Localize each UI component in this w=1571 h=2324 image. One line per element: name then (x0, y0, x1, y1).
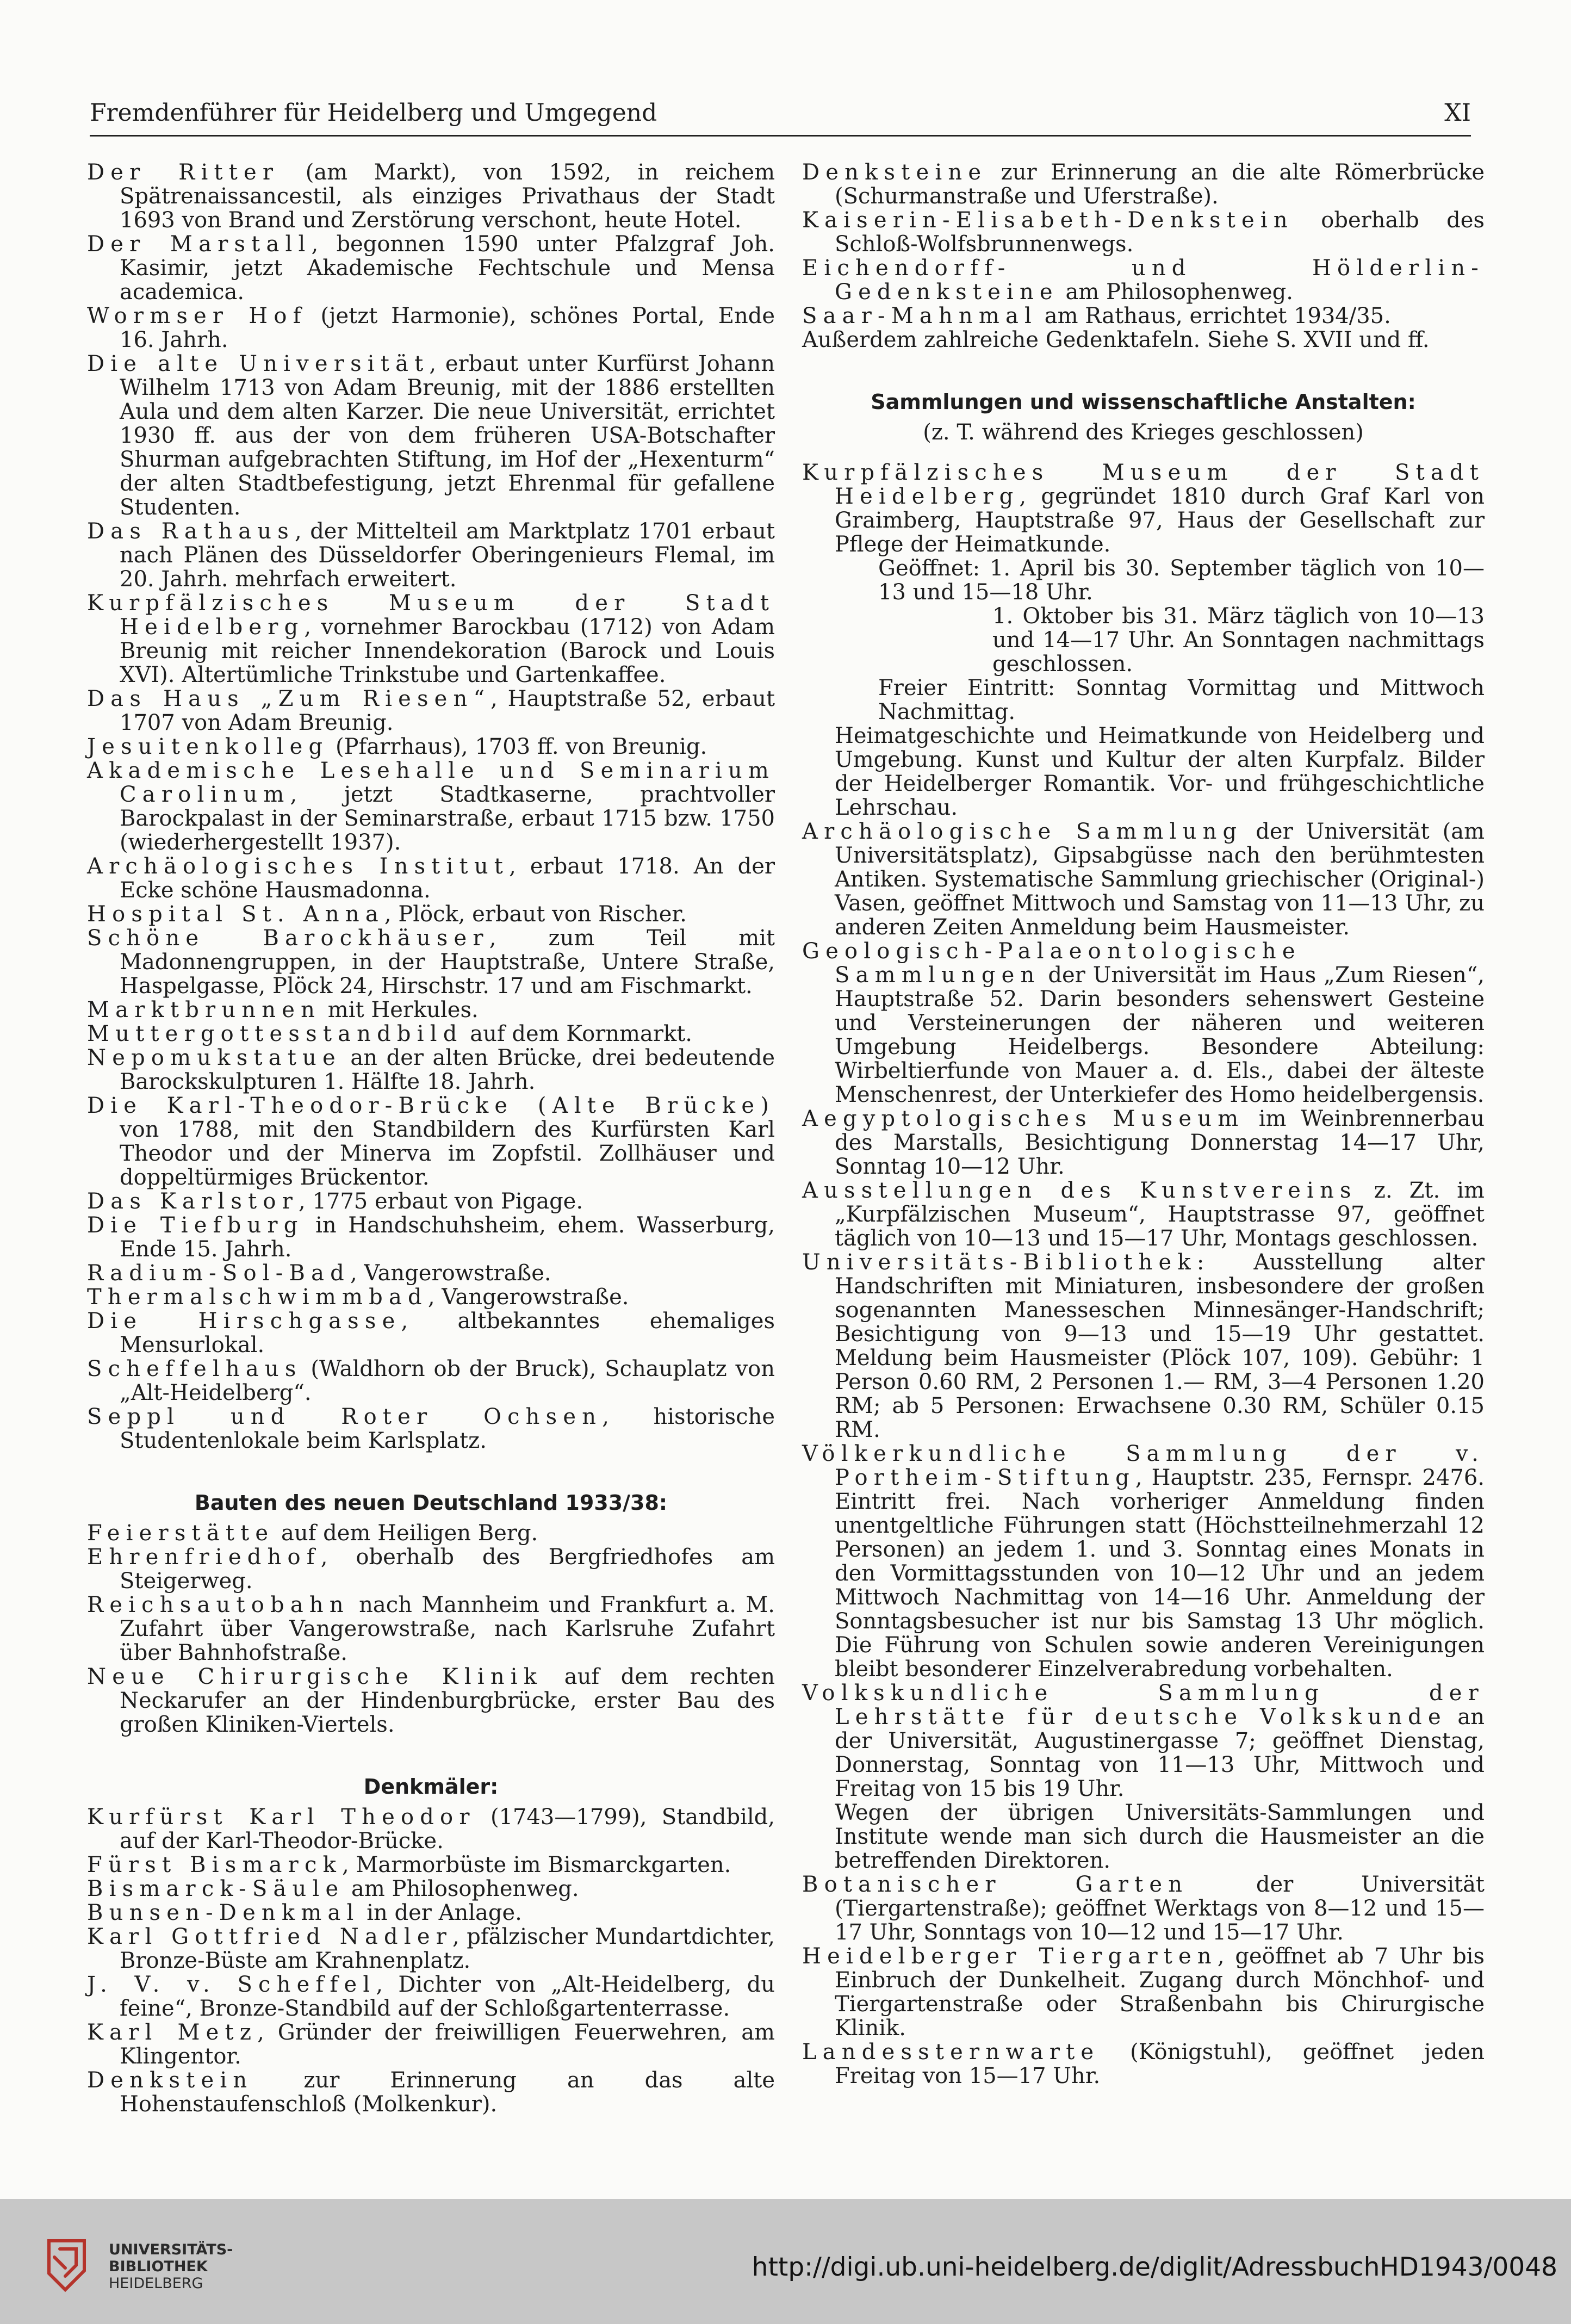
right-top-list (802, 160, 1485, 352)
list-item: Außerdem zahlreiche Gedenktafeln. Siehe S. XVII und ff. (802, 327, 1430, 352)
list-item: Nepomukstatue an der alten Brücke, drei bedeutende Barockskulpturen 1. Hälfte 18. Jahrh. (87, 1045, 775, 1094)
list-item: Volkskundliche Sammlung der Lehrstätte für deutsche Volkskunde an der Universität, Augustinergasse 7; geöffnet Dienstag, Donnerstag, Sonntag von 11—13 Uhr, Mittwoch und Freitag von 15 bis 19 Uhr. (802, 1681, 1485, 1801)
list-item: Heidelberger Tiergarten, geöffnet ab 7 Uhr bis Einbruch der Dunkelheit. Zugang durch Mönchhof- und Tiergartenstraße oder Straßenbahn bis Chirurgische Klinik. (802, 1944, 1485, 2041)
list-item: Die alte Universität, erbaut unter Kurfürst Johann Wilhelm 1713 von Adam Breunig, mit der 1886 erstellten Aula und dem alten Karzer. Die neue Universität, errichtet 1930 ff. aus der von dem früheren USA-Botschafter Shurman aufgebrachten Stiftung, im Hof der „Hexenturm“ der alten Stadtbefestigung, jetzt Ehrenmal für gefallene Studenten. (87, 351, 775, 520)
list-item: Jesuitenkolleg (Pfarrhaus), 1703 ff. von Breunig. (87, 734, 707, 759)
list-item: Das Karlstor, 1775 erbaut von Pigage. (87, 1189, 583, 1214)
list-item: Die Hirschgasse, altbekanntes ehemaliges Mensurlokal. (87, 1309, 775, 1358)
library-name-line1: UNIVERSITÄTS- (109, 2241, 233, 2258)
list-item: Muttergottesstandbild auf dem Kornmarkt. (87, 1021, 692, 1046)
list-item: Kaiserin-Elisabeth-Denkstein oberhalb des Schloß-Wolfsbrunnenwegs. (802, 208, 1485, 257)
running-head (90, 91, 1471, 137)
denkmaeler-list (87, 1805, 775, 2116)
list-item: Wegen der übrigen Universitäts-Sammlungen und Institute wende man sich durch die Hausmeister an die betreffenden Direktoren. (835, 1800, 1485, 1873)
list-item: Neue Chirurgische Klinik auf dem rechten Neckarufer an der Hindenburgbrücke, erster Bau des großen Kliniken-Viertels. (87, 1664, 775, 1737)
list-item: Scheffelhaus (Waldhorn ob der Bruck), Schauplatz von „Alt-Heidelberg“. (87, 1356, 775, 1405)
section-heading-bauten: Bauten des neuen Deutschland 1933/38: (194, 1491, 668, 1515)
list-item: Bunsen-Denkmal in der Anlage. (87, 1900, 522, 1925)
list-item: Ehrenfriedhof, oberhalb des Bergfriedhofes am Steigerweg. (87, 1545, 775, 1594)
museum-entry (802, 461, 1485, 820)
museum-title: Kurpfälzisches Museum der Stadt Heidelberg, gegründet 1810 durch Graf Karl von Graimberg, Hauptstraße 97, Haus der Gesellschaft zur Pflege der Heimatkunde. (802, 460, 1485, 557)
list-item: Radium-Sol-Bad, Vangerowstraße. (87, 1261, 551, 1286)
library-name (109, 2241, 233, 2292)
footer-bar (0, 2199, 1571, 2324)
section-heading-sammlungen: Sammlungen und wissenschaftliche Anstalten: (871, 390, 1416, 414)
museum-hours-winter: 1. Oktober bis 31. März täglich von 10—13 und 14—17 Uhr. An Sonntagen nachmittags geschlossen. (992, 604, 1485, 677)
list-item: Saar-Mahnmal am Rathaus, errichtet 1934/35. (802, 303, 1391, 329)
source-url-link[interactable]: http://digi.ub.uni-heidelberg.de/diglit/AdressbuchHD1943/0048 (752, 2252, 1557, 2282)
library-name-line2: BIBLIOTHEK (109, 2258, 208, 2275)
list-item: Kurfürst Karl Theodor (1743—1799), Standbild, auf der Karl-Theodor-Brücke. (87, 1805, 775, 1854)
list-item: Landessternwarte (Königstuhl), geöffnet jeden Freitag von 15—17 Uhr. (802, 2040, 1485, 2088)
list-item: Botanischer Garten der Universität (Tiergartenstraße); geöffnet Werktags von 8—12 und 15—17 Uhr, Sonntags von 10—12 und 15—17 Uhr. (802, 1872, 1485, 1945)
list-item: Feierstätte auf dem Heiligen Berg. (87, 1521, 538, 1546)
list-item: Das Rathaus, der Mittelteil am Marktplatz 1701 erbaut nach Plänen des Düsseldorfer Oberingenieurs Flemal, im 20. Jahrh. mehrfach erweitert. (87, 519, 775, 592)
list-item: Wormser Hof (jetzt Harmonie), schönes Portal, Ende 16. Jahrh. (87, 303, 775, 352)
list-item: Denksteine zur Erinnerung an die alte Römerbrücke (Schurmanstraße und Uferstraße). (802, 160, 1485, 209)
list-item: Die Karl-Theodor-Brücke (Alte Brücke) von 1788, mit den Standbildern des Kurfürsten Karl Theodor und der Minerva im Zopfstil. Zollhäuser und doppeltürmiges Brückentor. (87, 1093, 775, 1190)
list-item: Bismarck-Säule am Philosophenweg. (87, 1876, 579, 1901)
list-item: Akademische Lesehalle und Seminarium Carolinum, jetzt Stadtkaserne, prachtvoller Barockpalast in der Seminarstraße, erbaut 1715 bzw. 1750 (wiederhergestellt 1937). (87, 758, 775, 855)
museum-hours-summer: Geöffnet: 1. April bis 30. September täglich von 10—13 und 15—18 Uhr. (878, 556, 1485, 605)
bauten-list (87, 1521, 775, 1737)
list-item: Universitäts-Bibliothek: Ausstellung alter Handschriften mit Miniaturen, insbesondere der großen sogenannten Manesseschen Minnesänger-Handschrift; Besichtigung von 9—13 und 15—19 Uhr gestattet. Meldung beim Hausmeister (Plöck 107, 109). Gebühr: 1 Person 0.60 RM, 2 Personen 1.— RM, 3—4 Personen 1.20 RM; ab 5 Personen: Erwachsene 0.30 RM, Schüler 0.15 RM. (802, 1250, 1485, 1442)
list-item: Der Marstall, begonnen 1590 unter Pfalzgraf Joh. Kasimir, jetzt Akademische Fechtschule und Mensa academica. (87, 232, 775, 305)
page-number: XI (1444, 99, 1471, 127)
section-subheading-sammlungen: (z. T. während des Krieges geschlossen) (923, 420, 1364, 445)
left-entry-list (87, 160, 775, 1453)
right-column (802, 160, 1485, 2088)
list-item: Karl Gottfried Nadler, pfälzischer Mundartdichter, Bronze-Büste am Krahnenplatz. (87, 1924, 775, 1973)
list-item: Archäologische Sammlung der Universität (am Universitätsplatz), Gipsabgüsse nach den berühmtesten Antiken. Systematische Sammlung griechischer (Original-) Vasen, geöffnet Mittwoch und Samstag von 11—13 Uhr, zu anderen Zeiten Anmeldung beim Hausmeister. (802, 819, 1485, 940)
list-item: Aegyptologisches Museum im Weinbrennerbau des Marstalls, Besichtigung Donnerstag 14—17 Uhr, Sonntag 10—12 Uhr. (802, 1106, 1485, 1179)
list-item: Thermalschwimmbad, Vangerowstraße. (87, 1285, 629, 1310)
museum-free-entry: Freier Eintritt: Sonntag Vormittag und Mittwoch Nachmittag. (878, 675, 1485, 724)
list-item: Schöne Barockhäuser, zum Teil mit Madonnengruppen, in der Hauptstraße, Untere Straße, Haspelgasse, Plöck 24, Hirschstr. 17 und am Fischmarkt. (87, 926, 775, 999)
section-heading-denkmaeler: Denkmäler: (363, 1775, 499, 1799)
museum-description: Heimatgeschichte und Heimatkunde von Heidelberg und Umgebung. Kunst und Kultur der alten Kurpfalz. Bilder der Heidelberger Romantik. Vor- und frühgeschichtliche Lehrschau. (835, 723, 1485, 820)
list-item: Marktbrunnen mit Herkules. (87, 997, 479, 1022)
list-item: Der Ritter (am Markt), von 1592, in reichem Spätrenaissancestil, als einziges Privathaus der Stadt 1693 von Brand und Zerstörung verschont, heute Hotel. (87, 160, 775, 233)
running-title: Fremdenführer für Heidelberg und Umgegend (90, 99, 657, 127)
list-item: Hospital St. Anna, Plöck, erbaut von Rischer. (87, 902, 687, 927)
sammlungen-list (802, 820, 1485, 2088)
list-item: Karl Metz, Gründer der freiwilligen Feuerwehren, am Klingentor. (87, 2020, 775, 2069)
list-item: Völkerkundliche Sammlung der v. Portheim-Stiftung, Hauptstr. 235, Fernspr. 2476. Eintritt frei. Nach vorheriger Anmeldung finden unentgeltliche Führungen statt (Höchstteilnehmerzahl 12 Personen) an jedem 1. und 3. Sonntag eines Monats in den Vormittagsstunden von 10—12 Uhr und an jedem Mittwoch Nachmittag von 14—16 Uhr. Anmeldung der Sonntagsbesucher ist nur bis Samstag 13 Uhr möglich. Die Führung von Schulen sowie anderen Vereinigungen bleibt besonderer Einzelverabredung vorbehalten. (802, 1441, 1485, 1682)
list-item: J. V. v. Scheffel, Dichter von „Alt-Heidelberg, du feine“, Bronze-Standbild auf der Schloßgartenterrasse. (87, 1972, 775, 2021)
library-name-line3: HEIDELBERG (109, 2275, 203, 2292)
list-item: Denkstein zur Erinnerung an das alte Hohenstaufenschloß (Molkenkur). (87, 2068, 775, 2117)
list-item: Fürst Bismarck, Marmorbüste im Bismarckgarten. (87, 1852, 731, 1877)
list-item: Geologisch-Palaeontologische Sammlungen der Universität im Haus „Zum Riesen“, Hauptstraße 52. Darin besonders sehenswert Gesteine und Versteinerungen der näheren und weiteren Umgebung Heidelbergs. Besondere Abteilung: Wirbeltierfunde von Mauer a. d. Els., dabei der älteste Menschenrest, der Unterkiefer des Homo heidelbergensis. (802, 939, 1485, 1107)
list-item: Seppl und Roter Ochsen, historische Studentenlokale beim Karlsplatz. (87, 1404, 775, 1453)
list-item: Ausstellungen des Kunstvereins z. Zt. im „Kurpfälzischen Museum“, Hauptstrasse 97, geöffnet täglich von 10—13 und 15—17 Uhr, Montags geschlossen. (802, 1178, 1485, 1251)
list-item: Die Tiefburg in Handschuhsheim, ehem. Wasserburg, Ende 15. Jahrh. (87, 1213, 775, 1262)
list-item: Archäologisches Institut, erbaut 1718. An der Ecke schöne Hausmadonna. (87, 854, 775, 903)
list-item: Kurpfälzisches Museum der Stadt Heidelberg, vornehmer Barockbau (1712) von Adam Breunig mit reicher Innendekoration (Barock und Louis XVI). Altertümliche Trinkstube und Gartenkaffee. (87, 591, 775, 687)
list-item: Das Haus „Zum Riesen“, Hauptstraße 52, erbaut 1707 von Adam Breunig. (87, 686, 775, 735)
library-logo-icon (33, 2233, 98, 2298)
left-column (87, 160, 775, 2116)
list-item: Reichsautobahn nach Mannheim und Frankfurt a. M. Zufahrt über Vangerowstraße, nach Karlsruhe Zufahrt über Bahnhofstraße. (87, 1592, 775, 1665)
list-item: Eichendorff- und Hölderlin-Gedenksteine am Philosophenweg. (802, 256, 1485, 305)
